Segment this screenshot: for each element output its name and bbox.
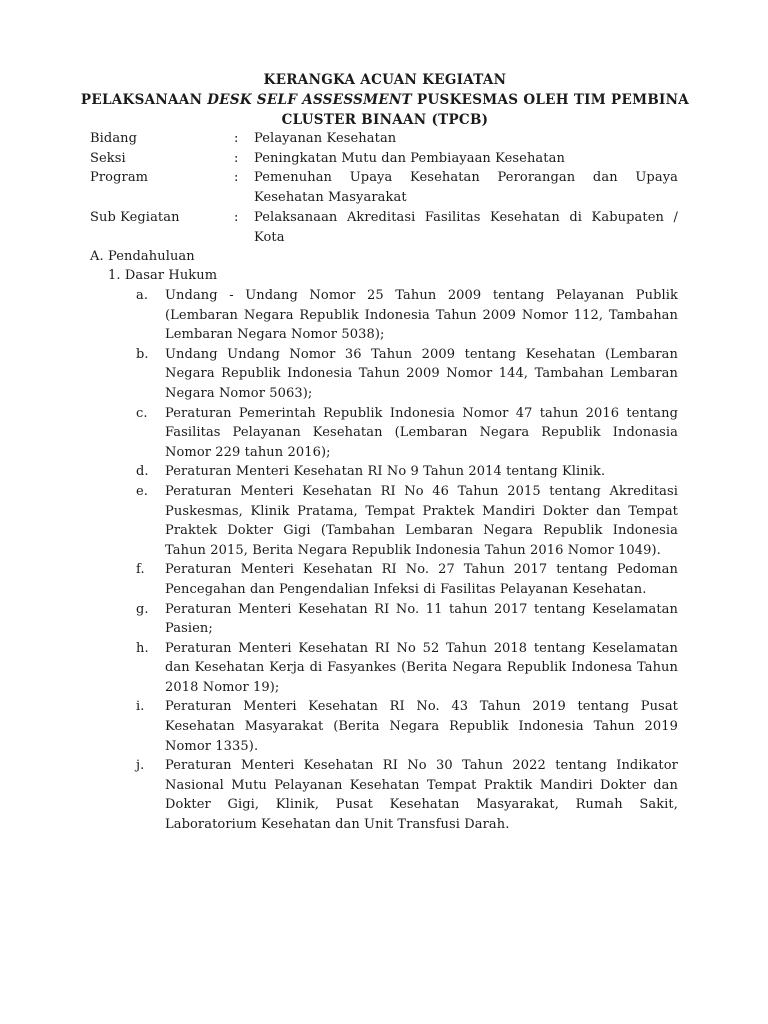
list-text: Undang - Undang Nomor 25 Tahun 2009 tentang Pelayanan Publik (Lembaran Negara Republik Indonesia Tahun 2009 Nomor 112, Tambahan Lembaran Negara Nomor 5038); [165,288,678,343]
subtitle-prefix: PELAKSANAAN [80,92,208,108]
list-item [136,560,678,599]
meta-colon: : [234,131,239,146]
list-item [136,462,678,482]
list-marker: j. [136,758,145,774]
list-item [136,756,678,834]
list-marker: a. [136,288,149,303]
list-text: Peraturan Menteri Kesehatan RI No 9 Tahun 2014 tentang Klinik. [165,464,606,480]
list-text: Undang Undang Nomor 36 Tahun 2009 tentang Kesehatan (Lembaran Negara Republik Indonesia Tahun 2009 Nomor 144, Tambahan Lembaran Negara Nomor 5063); [165,346,678,401]
meta-label: Bidang [90,131,138,146]
meta-row-bidang [90,129,678,149]
meta-label: Seksi [90,151,126,166]
list-marker: c. [136,405,148,421]
list-marker: h. [136,640,149,656]
list-item [136,639,678,698]
list-marker: e. [136,483,149,499]
legal-basis-list [136,286,678,835]
list-marker: i. [136,699,145,715]
list-text: Peraturan Menteri Kesehatan RI No. 27 Tahun 2017 tentang Pedoman Pencegahan dan Pengendalian Infeksi di Fasilitas Pelayanan Kesehatan. [165,562,678,597]
meta-colon: : [234,210,239,225]
meta-row-seksi [90,149,678,169]
meta-colon: : [234,151,239,166]
meta-colon: : [234,170,239,185]
list-marker: d. [136,464,149,480]
list-text: Peraturan Menteri Kesehatan RI No 46 Tahun 2015 tentang Akreditasi Puskesmas, Klinik Pratama, Tempat Praktek Mandiri Dokter dan Tempat Praktek Dokter Gigi (Tambahan Lembaran Negara Republik Indonesia Tahun 2015, Berita Negara Republik Indonesia Tahun 2016 Nomor 1049). [165,483,678,558]
meta-value: Pelayanan Kesehatan [254,131,397,146]
meta-label: Program [90,170,149,185]
list-text: Peraturan Menteri Kesehatan RI No 30 Tahun 2022 tentang Indikator Nasional Mutu Pelayanan Kesehatan Tempat Praktik Mandiri Dokter dan Dokter Gigi, Klinik, Pusat Kesehatan Masyarakat, Rumah Sakit, Laboratorium Kesehatan dan Unit Transfusi Darah. [165,758,678,833]
meta-row-sub-kegiatan [90,208,678,247]
list-item [136,404,678,463]
list-text: Peraturan Menteri Kesehatan RI No. 43 Tahun 2019 tentang Pusat Kesehatan Masyarakat (Berita Negara Republik Indonesia Tahun 2019 Nomor 1335). [165,699,678,754]
list-marker: b. [136,346,149,362]
meta-row-program [90,168,678,207]
list-text: Peraturan Pemerintah Republik Indonesia Nomor 47 tahun 2016 tentang Fasilitas Pelayanan Kesehatan (Lembaran Negara Republik Indonasia Nomor 229 tahun 2016); [165,405,678,460]
list-item [136,286,678,345]
list-text: Peraturan Menteri Kesehatan RI No. 11 tahun 2017 tentang Keselamatan Pasien; [165,601,678,637]
list-marker: f. [136,562,145,578]
list-item [136,600,678,639]
list-marker: g. [136,601,149,617]
section-heading: A. Pendahuluan [90,249,195,264]
list-item [136,482,678,560]
list-item [136,345,678,404]
list-item [136,697,678,756]
subtitle-suffix: PUSKESMAS OLEH TIM PEMBINA [412,92,690,108]
document-title: KERANGKA ACUAN KEGIATAN [263,72,507,88]
subtitle-italic: DESK SELF ASSESSMENT [207,92,413,108]
subsection-heading: 1. Dasar Hukum [108,268,218,283]
document-subtitle [80,90,690,110]
meta-value: Peningkatan Mutu dan Pembiayaan Kesehatan [254,151,565,166]
meta-value: Pemenuhan Upaya Kesehatan Perorangan dan Upaya Kesehatan Masyarakat [254,170,678,205]
meta-value: Pelaksanaan Akreditasi Fasilitas Kesehatan di Kabupaten / Kota [254,210,678,245]
document-subtitle-line2: CLUSTER BINAAN (TPCB) [281,112,489,128]
list-text: Peraturan Menteri Kesehatan RI No 52 Tahun 2018 tentang Keselamatan dan Kesehatan Kerja di Fasyankes (Berita Negara Republik Indonesa Tahun 2018 Nomor 19); [165,640,678,695]
meta-label: Sub Kegiatan [90,210,180,225]
